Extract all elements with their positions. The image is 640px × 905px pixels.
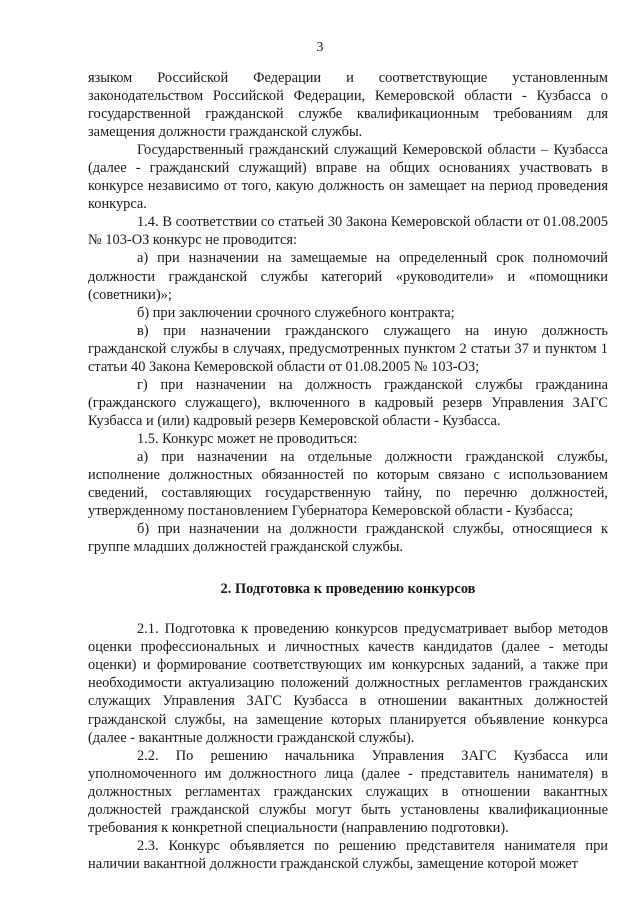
paragraph: в) при назначении гражданского служащего на иную должность гражданской службы в случаях, предусмотренных пунктом 2 статьи 37 и пунктом 1 статьи 40 Закона Кемеровской области от 01.08.2005 № 103-ОЗ; — [88, 322, 608, 375]
paragraph: 1.4. В соответствии со статьей 30 Закона Кемеровской области от 01.08.2005 № 103-ОЗ конкурс не проводится: — [88, 214, 608, 249]
paragraph: 2.1. Подготовка к проведению конкурсов предусматривает выбор методов оценки профессиональных и личностных качеств кандидатов (далее - методы оценки) и формирование соответствующих им конкурсных заданий, а также при необходимости актуализацию положений должностных регламентов гражданских служащих Управления ЗАГС Кузбасса в отношении вакантных должностей гражданской службы, на замещение которых планируется объявление конкурса (далее - вакантные должности гражданской службы). — [88, 621, 608, 746]
paragraph: а) при назначении на замещаемые на определенный срок полномочий должности гражданской службы категорий «руководители» и «помощники (советники)»; — [88, 250, 608, 303]
section-heading: 2. Подготовка к проведению конкурсов — [220, 581, 476, 598]
section-2-body — [88, 620, 608, 873]
paragraph: б) при заключении срочного служебного контракта; — [137, 304, 455, 321]
paragraph: Государственный гражданский служащий Кемеровской области – Кузбасса (далее - гражданский служащий) вправе на общих основаниях участвовать в конкурсе независимо от того, какую должность он замещает на период проведения конкурса. — [88, 142, 608, 213]
paragraph: 2.3. Конкурс объявляется по решению представителя нанимателя при наличии вакантной должности гражданской службы, замещение которой может — [88, 837, 608, 872]
page-number: 3 — [316, 40, 324, 55]
paragraph: языком Российской Федерации и соответствующие установленным законодательством Российской Федерации, Кемеровской области - Кузбасса о государственной гражданской службе квалификационным требованиям для замещения должности гражданской службы. — [88, 70, 608, 141]
paragraph: г) при назначении на должность гражданской службы гражданина (гражданского служащего), включенного в кадровый резерв Управления ЗАГС Кузбасса и (или) кадровый резерв Кемеровской области - Кузбасса. — [88, 376, 608, 429]
paragraph: а) при назначении на отдельные должности гражданской службы, исполнение должностных обязанностей по которым связано с использованием сведений, составляющих государственную тайну, по перечню должностей, утвержденному постановлением Губернатора Кемеровской области - Кузбасса; — [88, 448, 608, 520]
paragraph: 2.2. По решению начальника Управления ЗАГС Кузбасса или уполномоченного им должностного лица (далее - представитель нанимателя) в должностных регламентах гражданских служащих в отношении вакантных должностей гражданской службы могут быть установлены квалификационные требования к конкретной специальности (направлению подготовки). — [88, 747, 608, 836]
paragraph: б) при назначении на должности гражданской службы, относящиеся к группе младших должностей гражданской службы. — [88, 521, 608, 556]
document-body — [88, 69, 608, 873]
section-1-continuation — [88, 69, 608, 556]
paragraph: 1.5. Конкурс может не проводиться: — [137, 430, 358, 447]
